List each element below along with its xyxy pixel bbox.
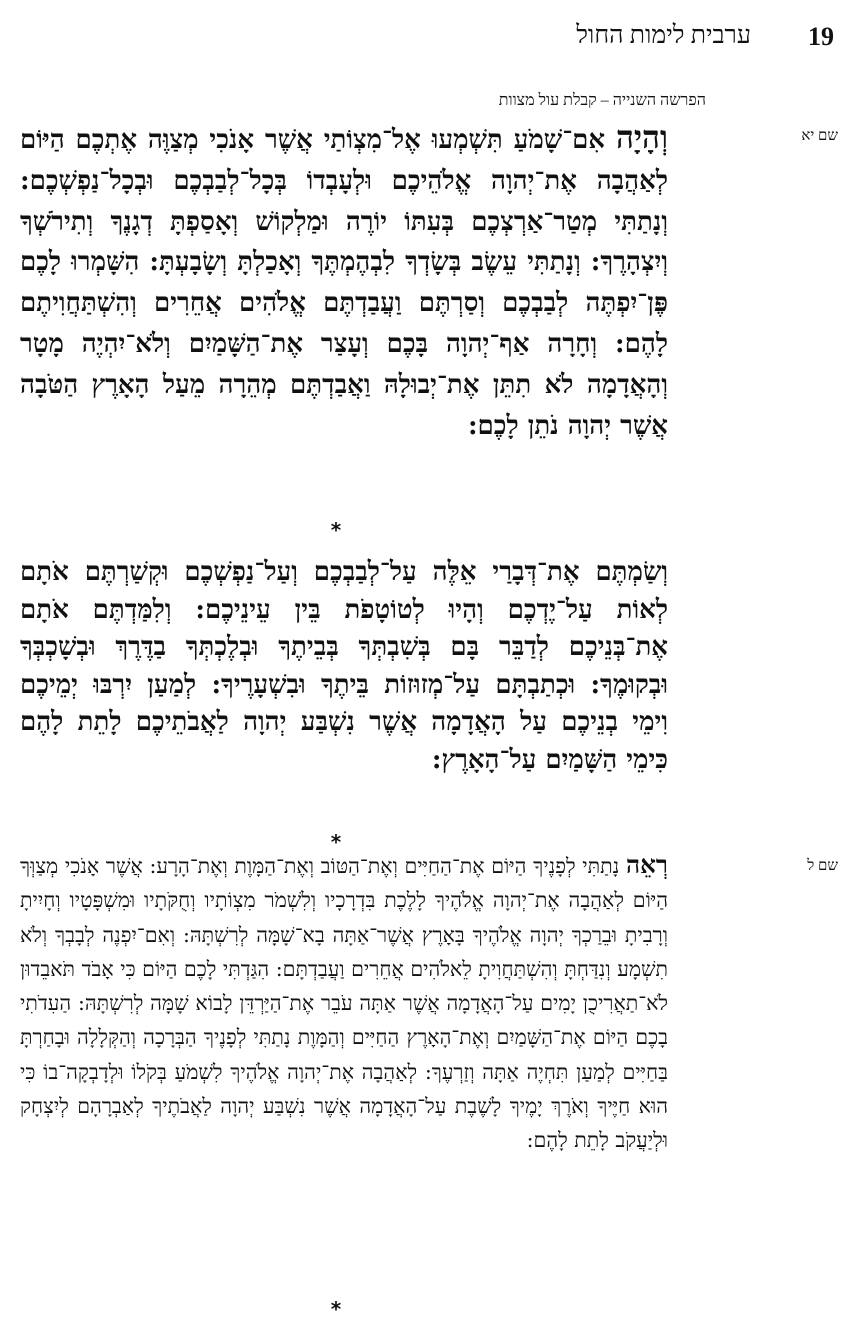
opening-word: וְהָיָה [615,120,668,156]
opening-word: רְאֵה [625,850,668,879]
separator-star: * [330,1297,342,1321]
paragraph-text: וְשַׂמְתֶּם אֶת־דְּבָרַי אֵלֶּה עַל־לְבַבְכֶם וְעַל־נַפְשְׁכֶם וּקְשַׁרְתֶּם אֹתָם לְאוֹת עַל־יֶדְכֶם וְהָיוּ לְטוֹטָפֹת בֵּין עֵינֵיכֶם: וְלִמַּדְתֶּם אֹתָם אֶת־בְּנֵיכֶם לְדַבֵּר בָּם בְּשִׁבְתְּךָ בְּבֵיתֶךָ וּבְלֶכְתְּךָ בַדֶּרֶךְ וּבְשָׁכְבְּךָ וּבְקוּמֶךָ: וּכְתַבְתָּם עַל־מְזוּזוֹת בֵּיתֶךָ וּבִשְׁעָרֶיךָ: לְמַעַן יִרְבּוּ יְמֵיכֶם וִימֵי בְנֵיכֶם עַל הָאֲדָמָה אֲשֶׁר נִשְׁבַּע יְהוָה לַאֲבֹתֵיכֶם לָתֵת לָהֶם כִּימֵי הַשָּׁמַיִם עַל־הָאָרֶץ: [20,557,668,775]
paragraph-vesamtem [20,554,668,779]
running-title: ערבית לימות החול [576,22,751,49]
page-number: 19 [808,22,834,51]
paragraph-text: נָתַתִּי לְפָנֶיךָ הַיּוֹם אֶת־הַחַיִּים וְאֶת־הַטּוֹב וְאֶת־הַמָּוֶת וְאֶת־הָרָע: אֲשֶׁר אָנֹכִי מְצַוְּךָ הַיּוֹם לְאַהֲבָה אֶת־יְהוָה אֱלֹהֶיךָ לָלֶכֶת בִּדְרָכָיו וְלִשְׁמֹר מִצְוֹתָיו וְחֻקֹּתָיו וּמִשְׁפָּטָיו וְחָיִיתָ וְרָבִיתָ וּבֵרַכְךָ יְהוָה אֱלֹהֶיךָ בָּאָרֶץ אֲשֶׁר־אַתָּה בָא־שָׁמָּה לְרִשְׁתָּהּ: וְאִם־יִפְנֶה לְבָבְךָ וְלֹא תִשְׁמָע וְנִדַּחְתָּ וְהִשְׁתַּחֲוִיתָ לֵאלֹהִים אֲחֵרִים וַעֲבַדְתָּם: הִגַּדְתִּי לָכֶם הַיּוֹם כִּי אָבֹד תֹּאבֵדוּן לֹא־תַאֲרִיכֻן יָמִים עַל־הָאֲדָמָה אֲשֶׁר אַתָּה עֹבֵר אֶת־הַיַּרְדֵּן לָבוֹא שָׁמָּה לְרִשְׁתָּהּ: הַעִדֹתִי בָכֶם הַיּוֹם אֶת־הַשָּׁמַיִם וְאֶת־הָאָרֶץ הַחַיִּים וְהַמָּוֶת נָתַתִּי לְפָנֶיךָ הַבְּרָכָה וְהַקְּלָלָה וּבָחַרְתָּ בַּחַיִּים לְמַעַן תִּחְיֶה אַתָּה וְזַרְעֶךָ: לְאַהֲבָה אֶת־יְהוָה אֱלֹהֶיךָ לִשְׁמֹעַ בְּקֹלוֹ וּלְדָבְקָה־בוֹ כִּי הוּא חַיֶּיךָ וְאֹרֶךְ יָמֶיךָ לָשֶׁבֶת עַל־הָאֲדָמָה אֲשֶׁר נִשְׁבַּע יְהוָה לַאֲבֹתֶיךָ לְאַבְרָהָם לְיִצְחָק וּלְיַעֲקֹב לָתֵת לָהֶם: [20,854,668,1153]
paragraph-vehaya [20,118,668,446]
section-label: הפרשה השנייה – קבלת עול מצוות [498,92,706,109]
separator-star: * [330,518,342,542]
verse-reference: שם ל [807,858,838,874]
separator-star: * [330,830,342,854]
verse-reference: שם יא [801,128,838,144]
paragraph-reeh [20,848,668,1158]
paragraph-text: אִם־שָׁמֹעַ תִּשְׁמְעוּ אֶל־מִצְוֹתַי אֲשֶׁר אָנֹכִי מְצַוֶּה אֶתְכֶם הַיּוֹם לְאַהֲבָה אֶת־יְהוָה אֱלֹהֵיכֶם וּלְעָבְדוֹ בְּכָל־לְבַבְכֶם וּבְכָל־נַפְשְׁכֶם: וְנָתַתִּי מְטַר־אַרְצְכֶם בְּעִתּוֹ יוֹרֶה וּמַלְקוֹשׁ וְאָסַפְתָּ דְגָנֶךָ וְתִירֹשְׁךָ וְיִצְהָרֶךָ: וְנָתַתִּי עֵשֶׂב בְּשָׂדְךָ לִבְהֶמְתֶּךָ וְאָכַלְתָּ וְשָׂבָעְתָּ: הִשָּׁמְרוּ לָכֶם פֶּן־יִפְתֶּה לְבַבְכֶם וְסַרְתֶּם וַעֲבַדְתֶּם אֱלֹהִים אֲחֵרִים וְהִשְׁתַּחֲוִיתֶם לָהֶם: וְחָרָה אַף־יְהוָה בָּכֶם וְעָצַר אֶת־הַשָּׁמַיִם וְלֹא־יִהְיֶה מָטָר וְהָאֲדָמָה לֹא תִתֵּן אֶת־יְבוּלָהּ וַאֲבַדְתֶּם מְהֵרָה מֵעַל הָאָרֶץ הַטֹּבָה אֲשֶׁר יְהוָה נֹתֵן לָכֶם: [20,125,668,441]
